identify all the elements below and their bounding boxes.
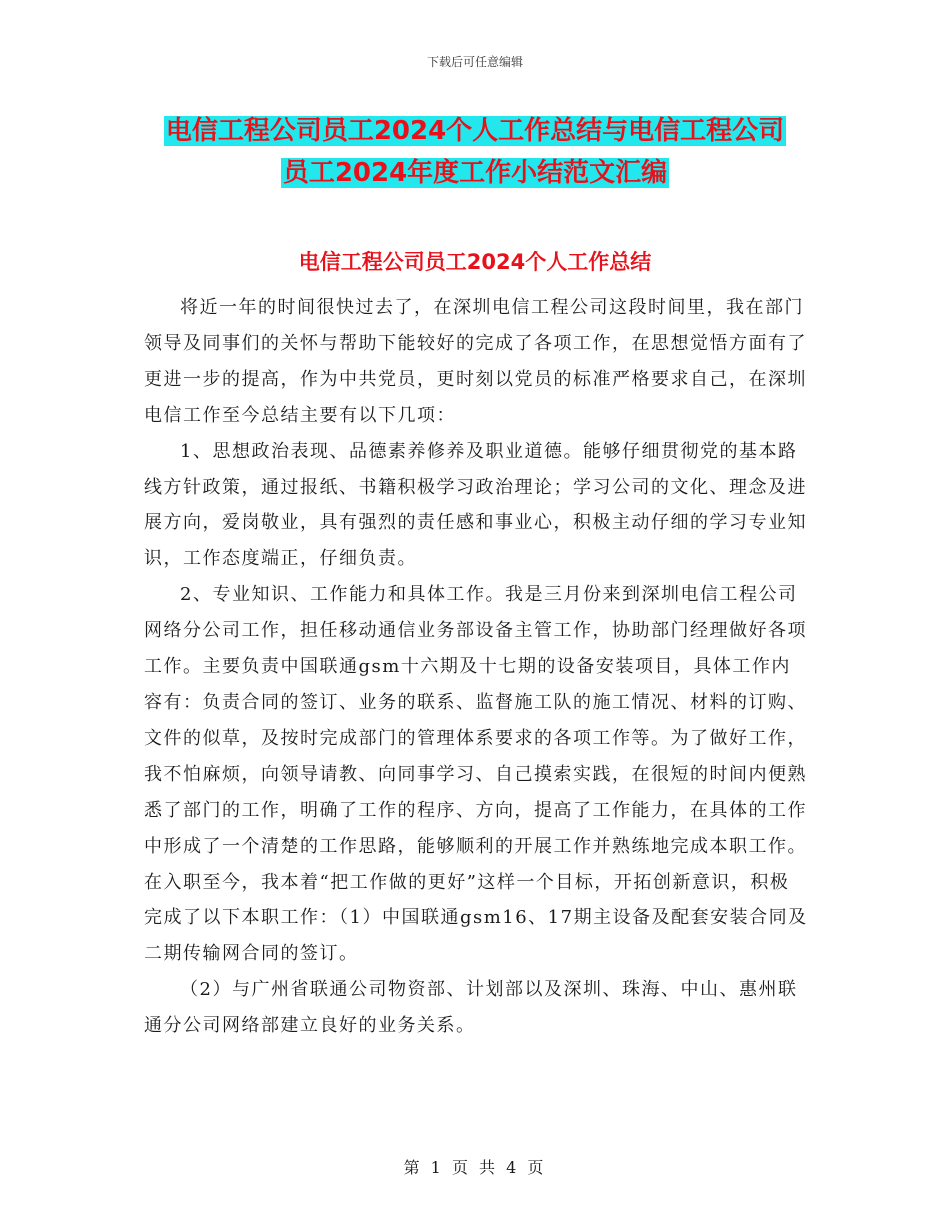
paragraph-2: 2、专业知识、工作能力和具体工作。我是三月份来到深圳电信工程公司网络分公司工作，担任移动通信业务部设备主管工作，协助部门经理做好各项工作。主要负责中国联通gsm十六期及十七期的设备安装项目，具体工作内容有：负责合同的签订、业务的联系、监督施工队的施工情况、材料的订购、文件的似草，及按时完成部门的管理体系要求的各项工作等。为了做好工作，我不怕麻烦，向领导请教、向同事学习、自己摸索实践，在很短的时间内便熟悉了部门的工作，明确了工作的程序、方向，提高了工作能力，在具体的工作中形成了一个清楚的工作思路，能够顺利的开展工作并熟练地完成本职工作。在入职至今，我本着“把工作做的更好”这样一个目标，开拓创新意识，积极完成了以下本职工作：（1）中国联通gsm16、17期主设备及配套安装合同及二期传输网合同的签订。 xyxy=(144,584,808,965)
header-note: 下载后可任意编辑 xyxy=(426,55,523,69)
page-number: 第 1 页 共 4 页 xyxy=(403,1158,547,1177)
title-line-1: 电信工程公司员工2024个人工作总结与电信工程公司 xyxy=(165,116,785,146)
title-line-2: 员工2024年度工作小结范文汇编 xyxy=(282,158,668,188)
section-title: 电信工程公司员工2024个人工作总结 xyxy=(298,250,652,274)
body-text xyxy=(144,290,808,1044)
paragraph-3: （2）与广州省联通公司物资部、计划部以及深圳、珠海、中山、惠州联通分公司网络部建立良好的业务关系。 xyxy=(144,979,798,1037)
document-title xyxy=(0,110,950,194)
paragraph-1: 1、思想政治表现、品德素养修养及职业道德。能够仔细贯彻党的基本路线方针政策，通过报纸、书籍积极学习政治理论；学习公司的文化、理念及进展方向，爱岗敬业，具有强烈的责任感和事业心，积极主动仔细的学习专业知识，工作态度端正，仔细负责。 xyxy=(144,440,807,570)
paragraph-intro: 将近一年的时间很快过去了，在深圳电信工程公司这段时间里，我在部门领导及同事们的关怀与帮助下能较好的完成了各项工作，在思想觉悟方面有了更进一步的提高，作为中共党员，更时刻以党员的标准严格要求自己，在深圳电信工作至今总结主要有以下几项： xyxy=(144,297,807,426)
